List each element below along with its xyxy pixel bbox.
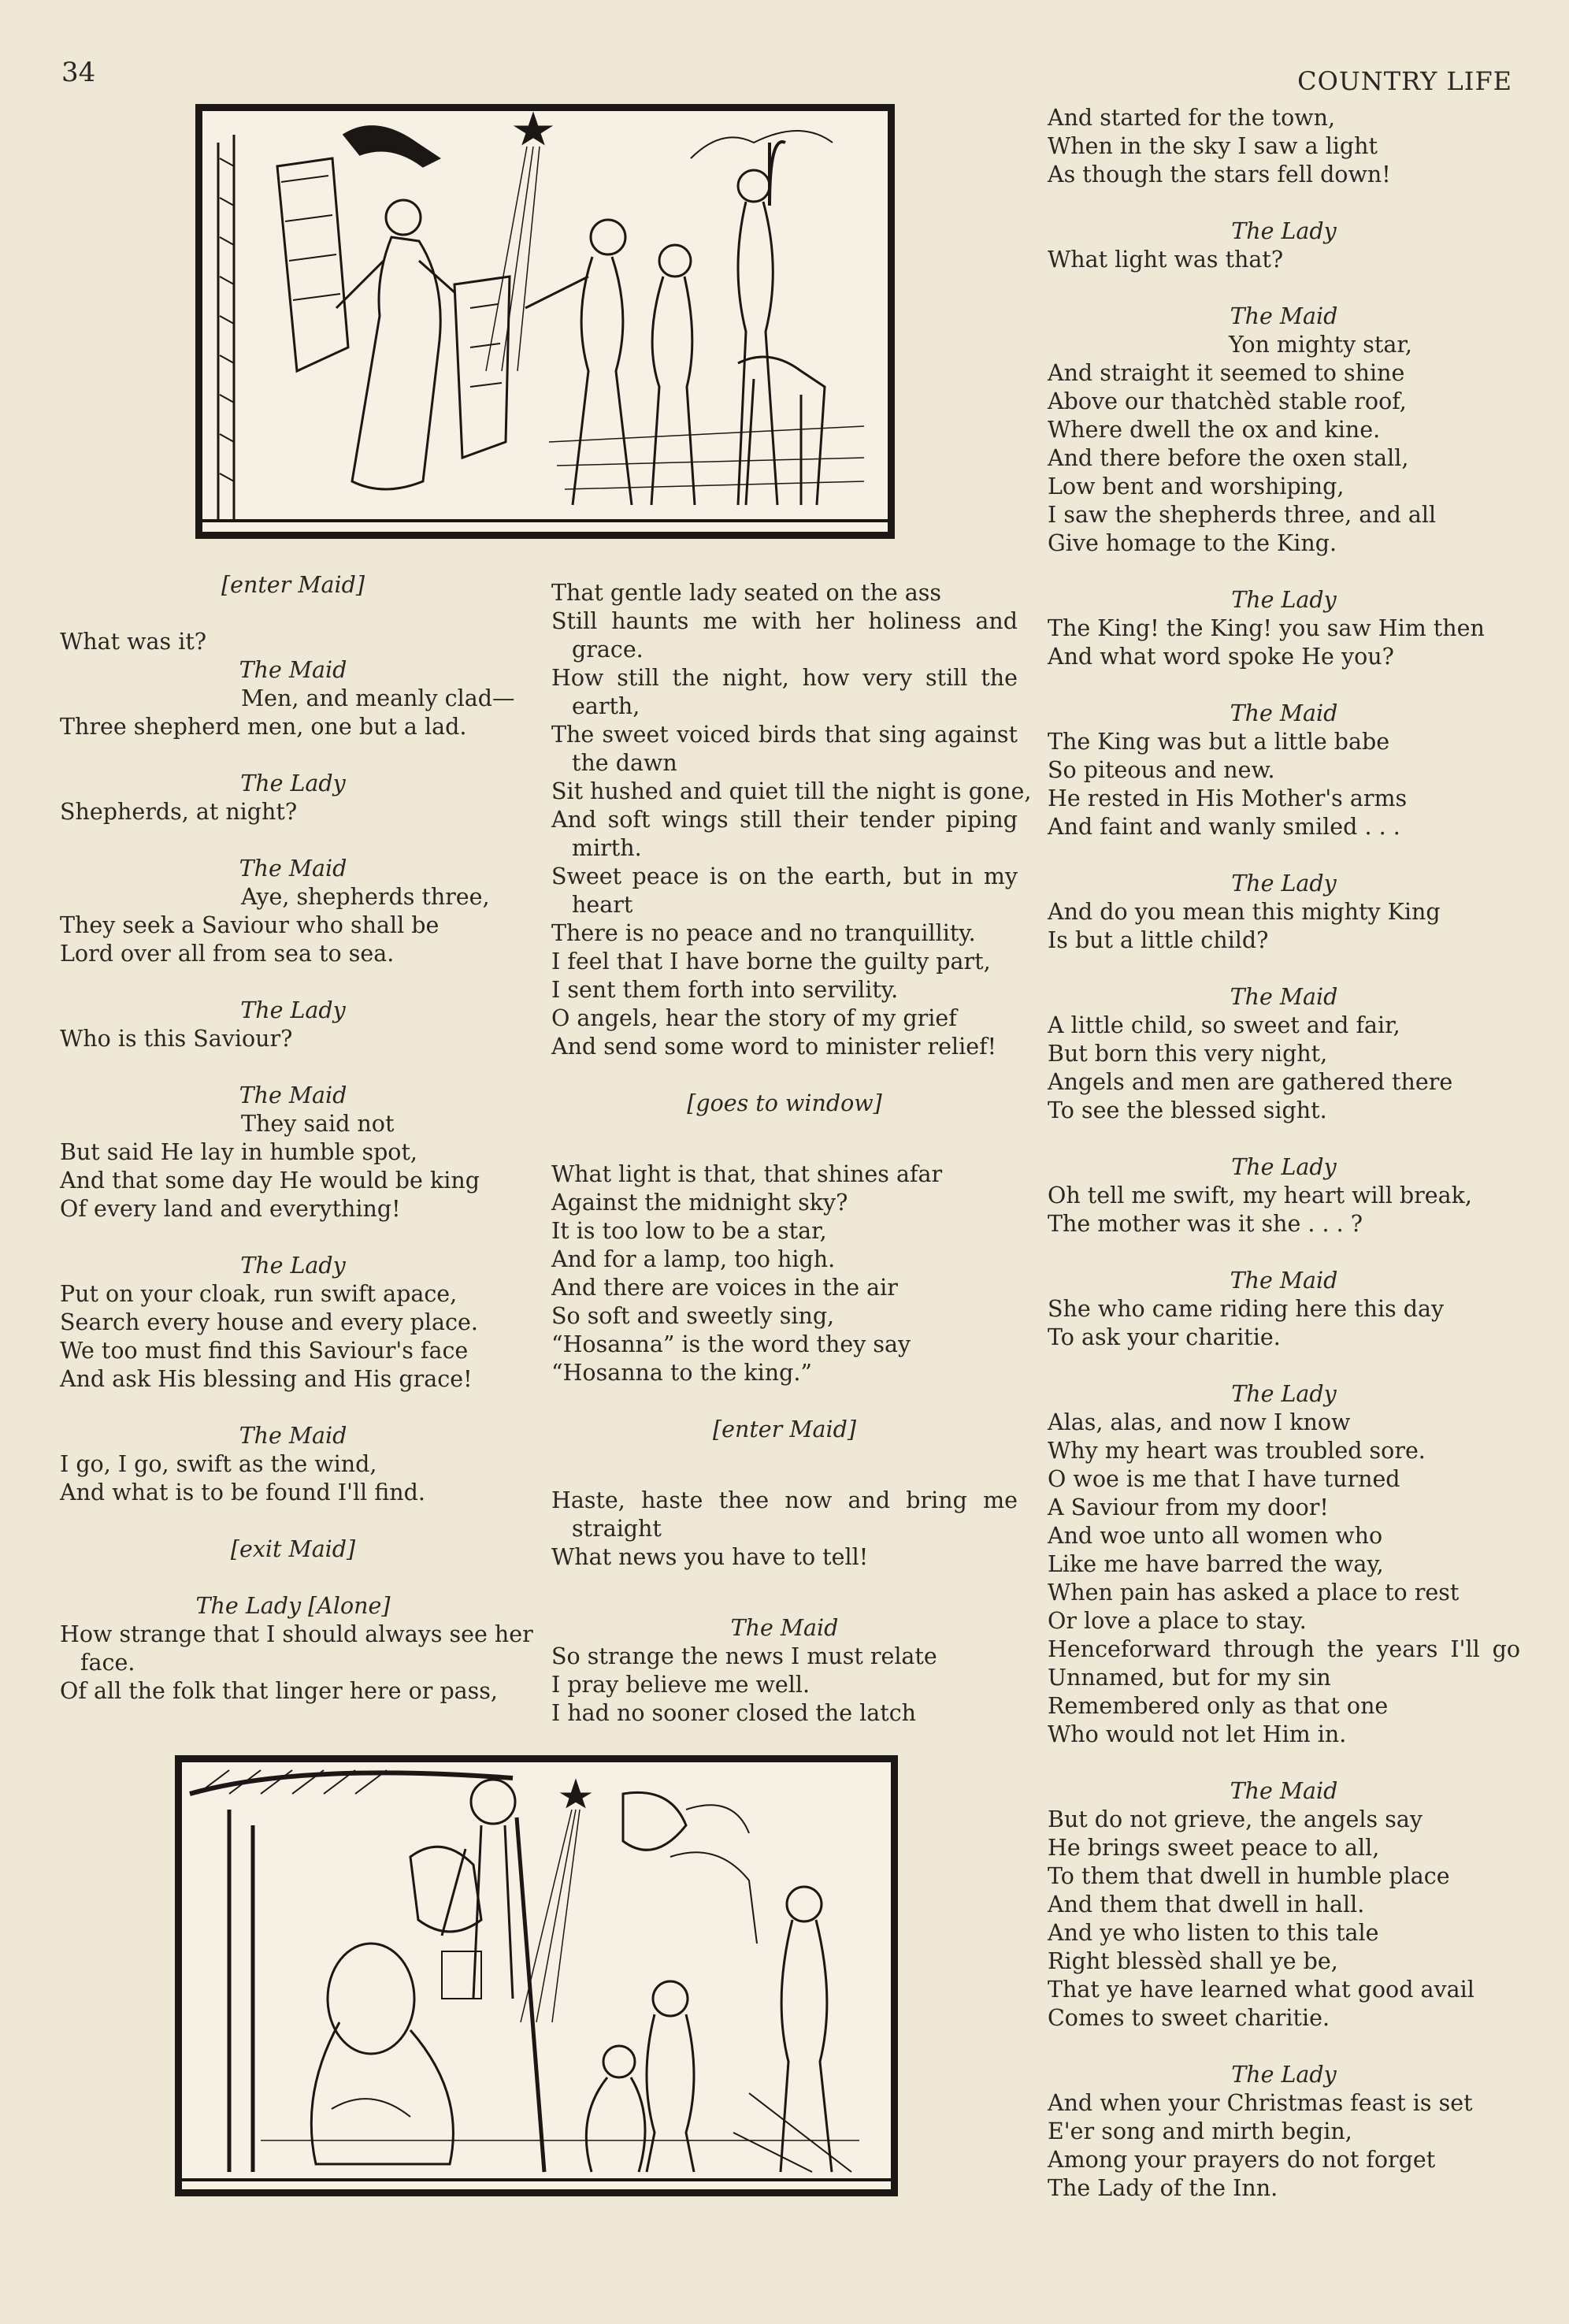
- verse-line: “Hosanna” is the word they say: [551, 1331, 911, 1357]
- stage-direction: [exit Maid]: [230, 1536, 356, 1562]
- speaker-label: The Maid: [1230, 303, 1338, 329]
- speaker-label: The Lady: [1231, 1381, 1337, 1407]
- verse-line-continued: face.: [80, 1650, 135, 1676]
- verse-line-continued: the dawn: [572, 750, 677, 776]
- verse-line-continued: mirth.: [572, 835, 642, 861]
- verse-line: And that some day He would be king: [60, 1168, 480, 1194]
- speaker-label: The Maid: [730, 1615, 839, 1641]
- verse-line: Three shepherd men, one but a lad.: [60, 714, 467, 740]
- text-column-middle: [551, 579, 1032, 1728]
- speaker-label: The Maid: [1230, 1268, 1338, 1294]
- verse-line: So soft and sweetly sing,: [551, 1303, 835, 1329]
- verse-line: When pain has asked a place to rest: [1048, 1580, 1460, 1606]
- verse-line: But said He lay in humble spot,: [60, 1139, 417, 1165]
- verse-line: And there before the oxen stall,: [1048, 445, 1409, 471]
- verse-line: Who is this Saviour?: [60, 1026, 293, 1052]
- verse-line: Is but a little child?: [1048, 927, 1269, 953]
- verse-line: And them that dwell in hall.: [1048, 1891, 1365, 1917]
- verse-line: And for a lamp, too high.: [551, 1246, 836, 1272]
- verse-line-continued: straight: [572, 1516, 662, 1542]
- verse-line: Who would not let Him in.: [1048, 1721, 1347, 1747]
- verse-line: Haste, haste thee now and bring me: [551, 1487, 1018, 1513]
- verse-line: Like me have barred the way,: [1048, 1551, 1384, 1577]
- verse-line: Unnamed, but for my sin: [1048, 1665, 1331, 1691]
- verse-line: I feel that I have borne the guilty part,: [551, 949, 991, 975]
- verse-line: And there are voices in the air: [551, 1275, 898, 1301]
- verse-line: What light is that, that shines afar: [551, 1161, 943, 1187]
- speaker-label: The Maid: [239, 1423, 347, 1449]
- verse-line: They seek a Saviour who shall be: [60, 912, 440, 938]
- verse-line: I sent them forth into servility.: [551, 977, 899, 1003]
- verse-line: And what word spoke He you?: [1048, 644, 1394, 670]
- verse-line: Above our thatchèd stable roof,: [1048, 388, 1407, 414]
- verse-line: As though the stars fell down!: [1048, 161, 1391, 187]
- verse-line: A Saviour from my door!: [1048, 1494, 1329, 1520]
- verse-line: We too must find this Saviour's face: [60, 1338, 469, 1364]
- verse-line: Or love a place to stay.: [1048, 1608, 1307, 1634]
- verse-line: I saw the shepherds three, and all: [1048, 502, 1437, 528]
- verse-line: Search every house and every place.: [60, 1309, 478, 1335]
- verse-line-continued: heart: [572, 892, 633, 918]
- verse-line: And ye who listen to this tale: [1048, 1920, 1379, 1946]
- verse-line: The King was but a little babe: [1048, 729, 1390, 755]
- verse-line: E'er song and mirth begin,: [1048, 2118, 1352, 2144]
- verse-line: How still the night, how very still the: [551, 665, 1018, 691]
- verse-line: Against the midnight sky?: [551, 1190, 848, 1216]
- verse-line: The Lady of the Inn.: [1048, 2175, 1278, 2201]
- stage-direction: [enter Maid]: [713, 1416, 856, 1442]
- verse-line: It is too low to be a star,: [551, 1218, 827, 1244]
- verse-line: The mother was it she . . . ?: [1048, 1211, 1363, 1237]
- verse-line: Low bent and worshiping,: [1048, 473, 1345, 499]
- verse-line: Angels and men are gathered there: [1048, 1069, 1453, 1095]
- verse-line: To ask your charitie.: [1048, 1324, 1281, 1350]
- woodcut-shepherds-at-door: [195, 104, 895, 539]
- speaker-label: The Maid: [1230, 700, 1338, 726]
- verse-line: And send some word to minister relief!: [551, 1034, 997, 1060]
- verse-line: Right blessèd shall ye be,: [1048, 1948, 1338, 1974]
- speaker-label: The Lady: [1231, 871, 1337, 897]
- verse-line: When in the sky I saw a light: [1048, 133, 1378, 159]
- speaker-label: The Maid: [239, 1082, 347, 1108]
- verse-line: He rested in His Mother's arms: [1048, 785, 1408, 811]
- verse-line: So strange the news I must relate: [551, 1643, 937, 1669]
- verse-line: And do you mean this mighty King: [1048, 899, 1441, 925]
- verse-line: To them that dwell in humble place: [1048, 1863, 1450, 1889]
- verse-line: Henceforward through the years I'll go: [1048, 1636, 1520, 1662]
- verse-line: And woe unto all women who: [1048, 1523, 1383, 1549]
- verse-line: And when your Christmas feast is set: [1048, 2090, 1473, 2116]
- verse-line: And straight it seemed to shine: [1048, 360, 1405, 386]
- verse-line: Shepherds, at night?: [60, 799, 298, 825]
- verse-line: He brings sweet peace to all,: [1048, 1835, 1380, 1861]
- speaker-label: The Lady: [240, 770, 346, 796]
- speaker-label: The Lady: [1231, 1154, 1337, 1180]
- verse-line: Sit hushed and quiet till the night is gone,: [551, 778, 1032, 804]
- verse-line: What news you have to tell!: [551, 1544, 869, 1570]
- verse-line: How strange that I should always see her: [60, 1621, 533, 1647]
- verse-line: But do not grieve, the angels say: [1048, 1806, 1422, 1832]
- verse-line: And what is to be found I'll find.: [60, 1479, 425, 1505]
- verse-line: And soft wings still their tender piping: [551, 807, 1018, 833]
- text-column-right: [1048, 104, 1520, 2203]
- verse-line: I pray believe me well.: [551, 1672, 810, 1698]
- verse-line: To see the blessed sight.: [1048, 1097, 1327, 1123]
- verse-line: The King! the King! you saw Him then: [1048, 615, 1485, 641]
- speaker-label: The Lady: [1231, 218, 1337, 244]
- verse-line: I had no sooner closed the latch: [551, 1700, 917, 1726]
- verse-line: Sweet peace is on the earth, but in my: [551, 863, 1018, 889]
- verse-line: Alas, alas, and now I know: [1048, 1409, 1351, 1435]
- verse-line: Of every land and everything!: [60, 1196, 401, 1222]
- verse-line: Yon mighty star,: [1229, 332, 1412, 358]
- verse-line: They said not: [241, 1111, 395, 1137]
- verse-line-continued: grace.: [572, 637, 644, 663]
- speaker-label: The Maid: [1230, 984, 1338, 1010]
- verse-line-continued: earth,: [572, 693, 640, 719]
- stage-direction: [enter Maid]: [221, 572, 365, 598]
- verse-line: But born this very night,: [1048, 1041, 1328, 1067]
- verse-line: Of all the folk that linger here or pass,: [60, 1678, 498, 1704]
- verse-line: Among your prayers do not forget: [1048, 2147, 1436, 2173]
- verse-line: And started for the town,: [1048, 105, 1336, 131]
- verse-line: She who came riding here this day: [1048, 1296, 1445, 1322]
- verse-line: O woe is me that I have turned: [1048, 1466, 1400, 1492]
- speaker-label: The Maid: [239, 856, 347, 882]
- verse-line: And faint and wanly smiled . . .: [1048, 814, 1400, 840]
- verse-line: That gentle lady seated on the ass: [551, 580, 941, 606]
- verse-line: Still haunts me with her holiness and: [551, 608, 1018, 634]
- speaker-label: The Lady: [1231, 2062, 1337, 2088]
- verse-line: “Hosanna to the king.”: [551, 1360, 812, 1386]
- verse-line: Where dwell the ox and kine.: [1048, 417, 1381, 443]
- verse-line: Lord over all from sea to sea.: [60, 941, 395, 967]
- speaker-label: The Lady: [240, 997, 346, 1023]
- verse-line: Oh tell me swift, my heart will break,: [1048, 1182, 1472, 1208]
- verse-line: That ye have learned what good avail: [1048, 1977, 1474, 2003]
- speaker-label: The Lady: [1231, 587, 1337, 613]
- verse-line: What light was that?: [1048, 247, 1284, 273]
- verse-line: What was it?: [60, 629, 207, 655]
- speaker-label: The Lady [Alone]: [195, 1593, 391, 1619]
- verse-line: Men, and meanly clad—: [241, 685, 515, 711]
- page-number: 34: [61, 57, 96, 88]
- verse-line: Why my heart was troubled sore.: [1048, 1438, 1426, 1464]
- verse-line: There is no peace and no tranquillity.: [551, 920, 976, 946]
- verse-line: Aye, shepherds three,: [241, 884, 490, 910]
- verse-line: Remembered only as that one: [1048, 1693, 1389, 1719]
- verse-line: Give homage to the King.: [1048, 530, 1337, 556]
- verse-line: And ask His blessing and His grace!: [60, 1366, 473, 1392]
- speaker-label: The Maid: [1230, 1778, 1338, 1804]
- verse-line: Put on your cloak, run swift apace,: [60, 1281, 458, 1307]
- verse-line: A little child, so sweet and fair,: [1048, 1012, 1400, 1038]
- verse-line: So piteous and new.: [1048, 757, 1275, 783]
- text-column-left: [60, 571, 533, 1706]
- verse-line: The sweet voiced birds that sing against: [551, 722, 1018, 748]
- stage-direction: [goes to window]: [687, 1090, 882, 1116]
- running-head: COUNTRY LIFE: [1297, 66, 1512, 96]
- speaker-label: The Maid: [239, 657, 347, 683]
- speaker-label: The Lady: [240, 1253, 346, 1279]
- verse-line: O angels, hear the story of my grief: [551, 1005, 957, 1031]
- woodcut-nativity: [175, 1755, 898, 2196]
- verse-line: I go, I go, swift as the wind,: [60, 1451, 377, 1477]
- verse-line: Comes to sweet charitie.: [1048, 2005, 1330, 2031]
